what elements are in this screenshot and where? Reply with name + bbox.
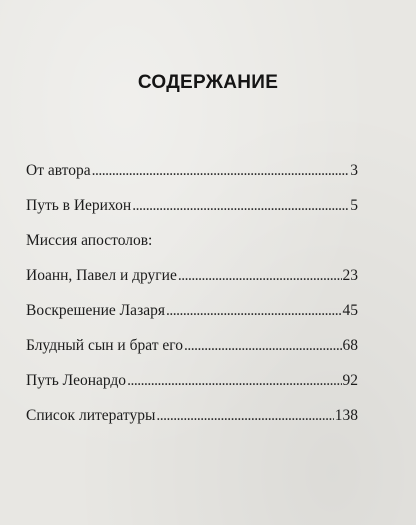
toc-entry-title: Список литературы [26,407,156,424]
dot-leader [132,196,349,216]
toc-entry-title: Иоанн, Павел и другие [26,267,177,284]
toc-page-number: 45 [342,302,358,319]
toc-entry-bibliography [26,406,358,441]
dot-leader [178,266,342,286]
toc-entry-lazarus [26,301,358,336]
dot-leader [166,301,342,321]
toc-entry-title: Блудный сын и брат его [26,337,183,354]
dot-leader [184,336,342,356]
toc-page-number: 5 [350,197,358,214]
toc-entry-title: Путь в Иерихон [26,197,132,214]
dot-leader [92,161,350,181]
toc-entry-title: От автора [26,162,91,179]
dot-leader [127,371,341,391]
table-of-contents [26,161,358,441]
dot-leader [156,406,333,426]
toc-entry-road-to-jericho [26,196,358,231]
toc-entry-from-author [26,161,358,196]
toc-entry-prodigal-son [26,336,358,371]
toc-page-number: 68 [342,337,358,354]
toc-page-number: 138 [334,407,358,424]
toc-entry-title: Воскрешение Лазаря [26,302,165,319]
toc-section-title: Миссия апостолов: [26,232,153,249]
toc-section-heading [26,231,358,266]
toc-page-number: 92 [342,372,358,389]
toc-entry-leonardo [26,371,358,406]
toc-entry-title: Путь Леонардо [26,372,127,389]
page-title: СОДЕРЖАНИЕ [137,72,279,93]
toc-page-number: 23 [342,267,358,284]
toc-entry-john-paul [26,266,358,301]
toc-page-number: 3 [350,162,358,179]
